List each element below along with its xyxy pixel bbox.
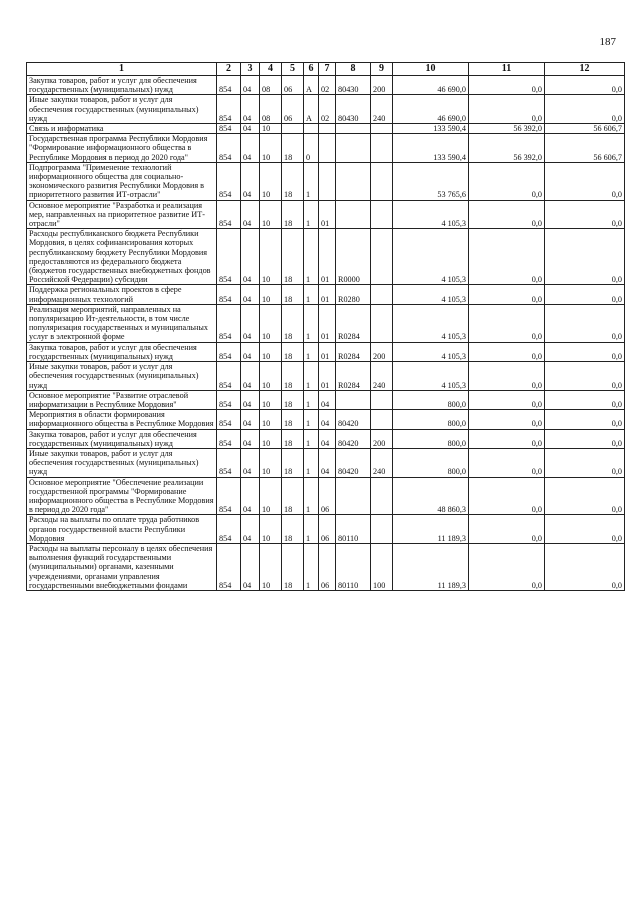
amount-year1: 800,0 <box>393 410 469 429</box>
subsection-code: 10 <box>260 342 282 361</box>
amount-year2: 0,0 <box>469 543 545 590</box>
table-row <box>27 200 625 229</box>
event-code: 06 <box>319 515 336 544</box>
amount-year2: 0,0 <box>469 410 545 429</box>
expense-code: R0284 <box>336 304 371 342</box>
section-code: 04 <box>241 200 260 229</box>
subprogram-code: 0 <box>304 134 319 163</box>
table-row <box>27 477 625 515</box>
amount-year2: 0,0 <box>469 390 545 409</box>
expense-code: 80420 <box>336 429 371 448</box>
page-number: 187 <box>599 36 616 48</box>
subprogram-code: 1 <box>304 304 319 342</box>
table-row <box>27 162 625 200</box>
amount-year3: 0,0 <box>545 200 625 229</box>
subprogram-code: 1 <box>304 390 319 409</box>
event-code: 01 <box>319 229 336 285</box>
program-code: 18 <box>282 229 304 285</box>
amount-year2: 0,0 <box>469 448 545 477</box>
program-code: 18 <box>282 134 304 163</box>
type-code: 200 <box>371 429 393 448</box>
subsection-code: 10 <box>260 362 282 391</box>
amount-year1: 4 105,3 <box>393 304 469 342</box>
amount-year3: 56 606,7 <box>545 124 625 134</box>
amount-year2: 0,0 <box>469 477 545 515</box>
amount-year1: 4 105,3 <box>393 362 469 391</box>
item-name: Подпрограмма "Применение технологий информационного общества для социально-экономического развития Республики Мордовия в приоритетного развития ИТ-отрасли" <box>27 162 217 200</box>
amount-year2: 0,0 <box>469 285 545 304</box>
type-code: 240 <box>371 362 393 391</box>
amount-year3: 0,0 <box>545 390 625 409</box>
ministry-code: 854 <box>217 134 241 163</box>
type-code: 100 <box>371 543 393 590</box>
column-header-9: 9 <box>371 63 393 76</box>
type-code <box>371 124 393 134</box>
amount-year1: 800,0 <box>393 390 469 409</box>
subsection-code: 10 <box>260 410 282 429</box>
subprogram-code: 1 <box>304 342 319 361</box>
amount-year1: 53 765,6 <box>393 162 469 200</box>
type-code <box>371 410 393 429</box>
ministry-code: 854 <box>217 95 241 124</box>
amount-year1: 4 105,3 <box>393 342 469 361</box>
expense-code <box>336 390 371 409</box>
subprogram-code: 1 <box>304 229 319 285</box>
program-code: 18 <box>282 342 304 361</box>
section-code: 04 <box>241 410 260 429</box>
subsection-code: 10 <box>260 477 282 515</box>
amount-year2: 0,0 <box>469 304 545 342</box>
subsection-code: 10 <box>260 390 282 409</box>
type-code <box>371 162 393 200</box>
expense-code <box>336 162 371 200</box>
amount-year1: 800,0 <box>393 448 469 477</box>
table-row <box>27 124 625 134</box>
subsection-code: 10 <box>260 162 282 200</box>
expense-code: R0284 <box>336 362 371 391</box>
subsection-code: 10 <box>260 448 282 477</box>
ministry-code: 854 <box>217 515 241 544</box>
column-header-4: 4 <box>260 63 282 76</box>
ministry-code: 854 <box>217 448 241 477</box>
section-code: 04 <box>241 285 260 304</box>
event-code: 01 <box>319 362 336 391</box>
column-header-11: 11 <box>469 63 545 76</box>
event-code <box>319 162 336 200</box>
amount-year2: 0,0 <box>469 76 545 95</box>
table-row <box>27 285 625 304</box>
amount-year2: 56 392,0 <box>469 124 545 134</box>
ministry-code: 854 <box>217 390 241 409</box>
table-row <box>27 390 625 409</box>
program-code: 18 <box>282 390 304 409</box>
amount-year3: 0,0 <box>545 448 625 477</box>
amount-year1: 46 690,0 <box>393 76 469 95</box>
amount-year3: 0,0 <box>545 76 625 95</box>
item-name: Иные закупки товаров, работ и услуг для обеспечения государственных (муниципальных) нужд <box>27 95 217 124</box>
event-code: 06 <box>319 477 336 515</box>
ministry-code: 854 <box>217 76 241 95</box>
table-row <box>27 342 625 361</box>
column-header-2: 2 <box>217 63 241 76</box>
subprogram-code: 1 <box>304 477 319 515</box>
event-code: 04 <box>319 429 336 448</box>
amount-year1: 4 105,3 <box>393 229 469 285</box>
subprogram-code: 1 <box>304 429 319 448</box>
subprogram-code: А <box>304 76 319 95</box>
amount-year1: 11 189,3 <box>393 543 469 590</box>
program-code: 18 <box>282 200 304 229</box>
type-code <box>371 390 393 409</box>
table-row <box>27 410 625 429</box>
expense-code <box>336 124 371 134</box>
amount-year3: 0,0 <box>545 285 625 304</box>
program-code <box>282 124 304 134</box>
column-header-10: 10 <box>393 63 469 76</box>
amount-year1: 800,0 <box>393 429 469 448</box>
section-code: 04 <box>241 76 260 95</box>
item-name: Основное мероприятие "Обеспечение реализации государственной программы "Формирование информационного общества в Республике Мордовия в период до 2020 года" <box>27 477 217 515</box>
program-code: 06 <box>282 95 304 124</box>
ministry-code: 854 <box>217 285 241 304</box>
section-code: 04 <box>241 342 260 361</box>
amount-year3: 0,0 <box>545 304 625 342</box>
event-code: 04 <box>319 410 336 429</box>
subprogram-code: 1 <box>304 543 319 590</box>
table-row <box>27 543 625 590</box>
event-code <box>319 134 336 163</box>
subprogram-code: 1 <box>304 200 319 229</box>
column-header-7: 7 <box>319 63 336 76</box>
subprogram-code: 1 <box>304 162 319 200</box>
amount-year3: 0,0 <box>545 410 625 429</box>
column-header-3: 3 <box>241 63 260 76</box>
section-code: 04 <box>241 124 260 134</box>
ministry-code: 854 <box>217 342 241 361</box>
program-code: 18 <box>282 429 304 448</box>
table-row <box>27 515 625 544</box>
expense-code: 80430 <box>336 76 371 95</box>
amount-year3: 0,0 <box>545 229 625 285</box>
subprogram-code: А <box>304 95 319 124</box>
column-header-8: 8 <box>336 63 371 76</box>
subsection-code: 08 <box>260 76 282 95</box>
program-code: 18 <box>282 448 304 477</box>
section-code: 04 <box>241 229 260 285</box>
type-code <box>371 515 393 544</box>
amount-year2: 0,0 <box>469 229 545 285</box>
subprogram-code: 1 <box>304 362 319 391</box>
table-row <box>27 134 625 163</box>
amount-year2: 0,0 <box>469 515 545 544</box>
expense-code: 80110 <box>336 543 371 590</box>
header-row <box>27 63 625 76</box>
type-code <box>371 285 393 304</box>
ministry-code: 854 <box>217 429 241 448</box>
amount-year3: 0,0 <box>545 477 625 515</box>
type-code: 240 <box>371 95 393 124</box>
section-code: 04 <box>241 543 260 590</box>
event-code <box>319 124 336 134</box>
amount-year3: 56 606,7 <box>545 134 625 163</box>
item-name: Иные закупки товаров, работ и услуг для обеспечения государственных (муниципальных) нужд <box>27 362 217 391</box>
item-name: Связь и информатика <box>27 124 217 134</box>
ministry-code: 854 <box>217 362 241 391</box>
table-row <box>27 362 625 391</box>
amount-year3: 0,0 <box>545 515 625 544</box>
event-code: 01 <box>319 342 336 361</box>
type-code: 240 <box>371 448 393 477</box>
event-code: 02 <box>319 95 336 124</box>
column-header-5: 5 <box>282 63 304 76</box>
expense-code: 80430 <box>336 95 371 124</box>
event-code: 01 <box>319 304 336 342</box>
program-code: 18 <box>282 515 304 544</box>
subsection-code: 10 <box>260 285 282 304</box>
item-name: Реализация мероприятий, направленных на популяризацию Ит-деятельности, в том числе популяризация государственных и муниципальных услуг в электронной форме <box>27 304 217 342</box>
subsection-code: 10 <box>260 200 282 229</box>
expense-code: R0284 <box>336 342 371 361</box>
item-name: Государственная программа Республики Мордовия "Формирование информационного общества в Республике Мордовия в период до 2020 года" <box>27 134 217 163</box>
amount-year1: 48 860,3 <box>393 477 469 515</box>
table-row <box>27 76 625 95</box>
item-name: Основное мероприятие "Развитие отраслевой информатизации в Республике Мордовия" <box>27 390 217 409</box>
expense-code <box>336 477 371 515</box>
event-code: 04 <box>319 390 336 409</box>
ministry-code: 854 <box>217 477 241 515</box>
section-code: 04 <box>241 304 260 342</box>
ministry-code: 854 <box>217 304 241 342</box>
program-code: 18 <box>282 304 304 342</box>
event-code: 01 <box>319 200 336 229</box>
table-row <box>27 304 625 342</box>
amount-year1: 11 189,3 <box>393 515 469 544</box>
amount-year2: 0,0 <box>469 429 545 448</box>
ministry-code: 854 <box>217 124 241 134</box>
amount-year2: 0,0 <box>469 362 545 391</box>
table-row <box>27 429 625 448</box>
table-row <box>27 448 625 477</box>
item-name: Поддержка региональных проектов в сфере информационных технологий <box>27 285 217 304</box>
program-code: 18 <box>282 477 304 515</box>
item-name: Закупка товаров, работ и услуг для обеспечения государственных (муниципальных) нужд <box>27 342 217 361</box>
amount-year1: 4 105,3 <box>393 285 469 304</box>
expense-code: 80420 <box>336 448 371 477</box>
subprogram-code: 1 <box>304 285 319 304</box>
subprogram-code: 1 <box>304 448 319 477</box>
subsection-code: 10 <box>260 124 282 134</box>
item-name: Закупка товаров, работ и услуг для обеспечения государственных (муниципальных) нужд <box>27 429 217 448</box>
item-name: Расходы республиканского бюджета Республики Мордовия, в целях софинансирования которых республиканскому бюджету Республики Мордовия предоставляются из федерального бюджета (бюджетов государственных внебюджетных фондов Российской Федерации) субсидии <box>27 229 217 285</box>
type-code <box>371 477 393 515</box>
subsection-code: 10 <box>260 229 282 285</box>
section-code: 04 <box>241 477 260 515</box>
amount-year2: 0,0 <box>469 200 545 229</box>
program-code: 18 <box>282 285 304 304</box>
subsection-code: 08 <box>260 95 282 124</box>
subsection-code: 10 <box>260 304 282 342</box>
amount-year3: 0,0 <box>545 543 625 590</box>
amount-year1: 133 590,4 <box>393 124 469 134</box>
section-code: 04 <box>241 134 260 163</box>
column-header-12: 12 <box>545 63 625 76</box>
budget-table <box>26 62 625 591</box>
column-header-6: 6 <box>304 63 319 76</box>
column-header-1: 1 <box>27 63 217 76</box>
section-code: 04 <box>241 95 260 124</box>
event-code: 01 <box>319 285 336 304</box>
section-code: 04 <box>241 515 260 544</box>
subprogram-code <box>304 124 319 134</box>
section-code: 04 <box>241 162 260 200</box>
subsection-code: 10 <box>260 543 282 590</box>
subprogram-code: 1 <box>304 515 319 544</box>
program-code: 06 <box>282 76 304 95</box>
amount-year3: 0,0 <box>545 95 625 124</box>
event-code: 06 <box>319 543 336 590</box>
section-code: 04 <box>241 362 260 391</box>
type-code <box>371 229 393 285</box>
table-body <box>27 76 625 591</box>
subsection-code: 10 <box>260 134 282 163</box>
amount-year2: 0,0 <box>469 162 545 200</box>
subsection-code: 10 <box>260 429 282 448</box>
subprogram-code: 1 <box>304 410 319 429</box>
amount-year3: 0,0 <box>545 429 625 448</box>
type-code <box>371 200 393 229</box>
ministry-code: 854 <box>217 162 241 200</box>
type-code: 200 <box>371 76 393 95</box>
ministry-code: 854 <box>217 200 241 229</box>
program-code: 18 <box>282 362 304 391</box>
program-code: 18 <box>282 162 304 200</box>
amount-year3: 0,0 <box>545 362 625 391</box>
amount-year1: 4 105,3 <box>393 200 469 229</box>
ministry-code: 854 <box>217 543 241 590</box>
event-code: 02 <box>319 76 336 95</box>
type-code: 200 <box>371 342 393 361</box>
event-code: 04 <box>319 448 336 477</box>
amount-year1: 46 690,0 <box>393 95 469 124</box>
expense-code <box>336 134 371 163</box>
program-code: 18 <box>282 543 304 590</box>
expense-code: 80110 <box>336 515 371 544</box>
amount-year3: 0,0 <box>545 342 625 361</box>
subsection-code: 10 <box>260 515 282 544</box>
expense-code: 80420 <box>336 410 371 429</box>
type-code <box>371 304 393 342</box>
section-code: 04 <box>241 390 260 409</box>
amount-year3: 0,0 <box>545 162 625 200</box>
amount-year2: 56 392,0 <box>469 134 545 163</box>
item-name: Расходы на выплаты по оплате труда работников органов государственной власти Республики Мордовия <box>27 515 217 544</box>
item-name: Мероприятия в области формирования информационного общества в Республике Мордовия <box>27 410 217 429</box>
table-row <box>27 229 625 285</box>
amount-year2: 0,0 <box>469 95 545 124</box>
item-name: Расходы на выплаты персоналу в целях обеспечения выполнения функций государственными (муниципальными) органами, казенными учреждениями, органами управления государственными внебюджетными фондами <box>27 543 217 590</box>
ministry-code: 854 <box>217 229 241 285</box>
item-name: Основное мероприятие "Разработка и реализация мер, направленных на приоритетное развитие ИТ-отрасли" <box>27 200 217 229</box>
ministry-code: 854 <box>217 410 241 429</box>
item-name: Закупка товаров, работ и услуг для обеспечения государственных (муниципальных) нужд <box>27 76 217 95</box>
type-code <box>371 134 393 163</box>
section-code: 04 <box>241 429 260 448</box>
program-code: 18 <box>282 410 304 429</box>
section-code: 04 <box>241 448 260 477</box>
amount-year2: 0,0 <box>469 342 545 361</box>
amount-year1: 133 590,4 <box>393 134 469 163</box>
expense-code: R0000 <box>336 229 371 285</box>
item-name: Иные закупки товаров, работ и услуг для обеспечения государственных (муниципальных) нужд <box>27 448 217 477</box>
expense-code <box>336 200 371 229</box>
expense-code: R0280 <box>336 285 371 304</box>
table-row <box>27 95 625 124</box>
